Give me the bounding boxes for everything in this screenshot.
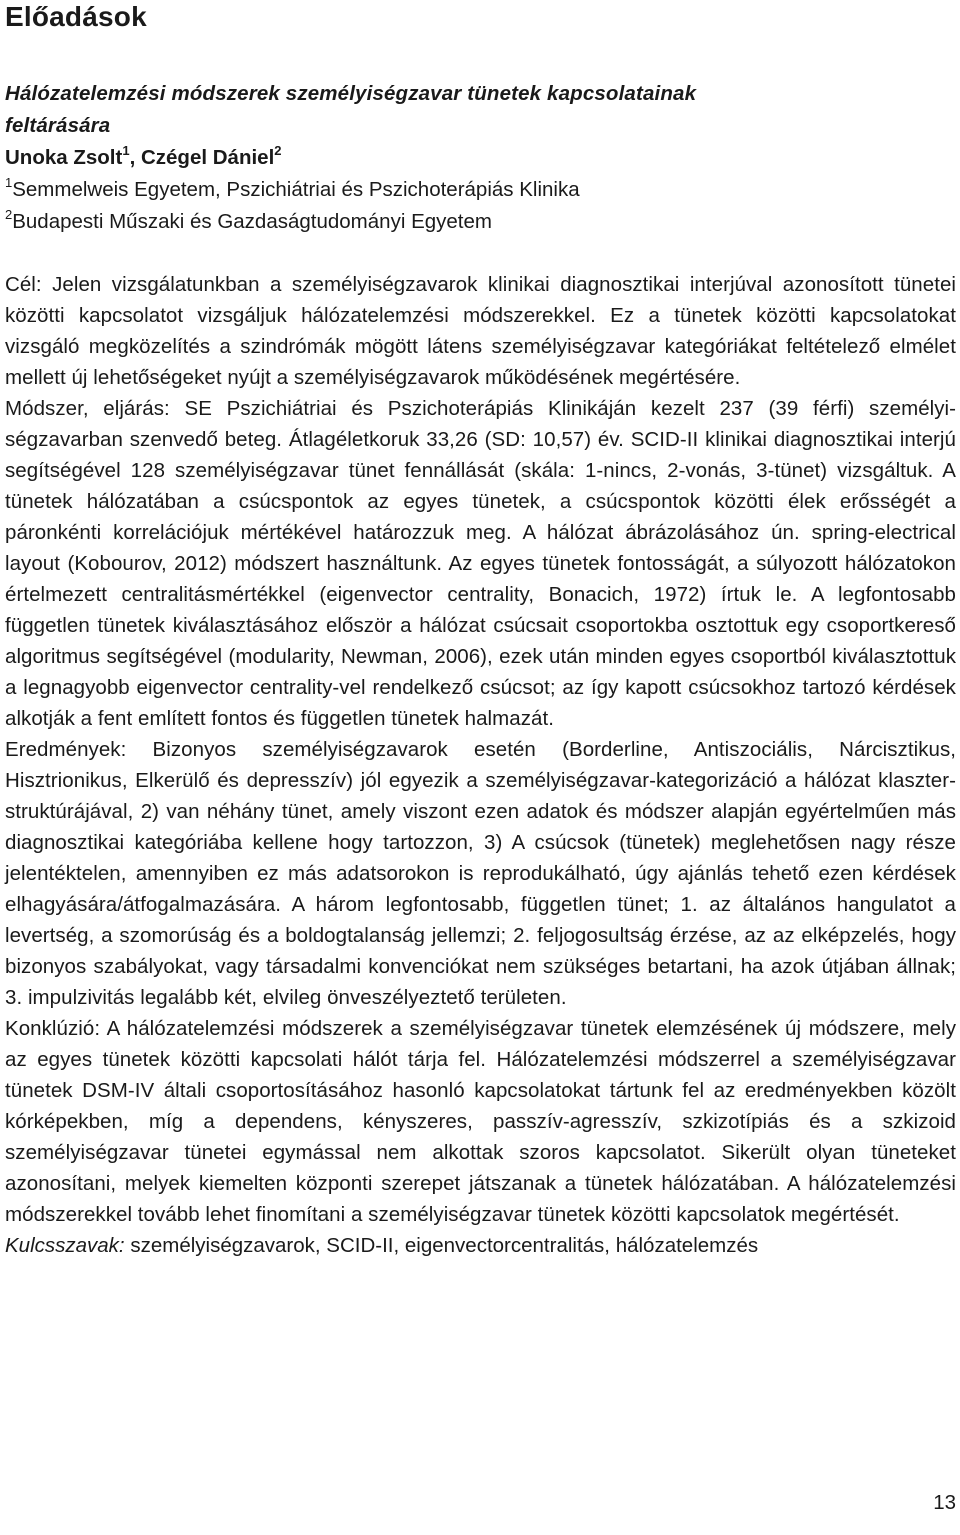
affiliation-marker: 1: [5, 175, 13, 190]
affiliation: [5, 174, 956, 206]
abstract-aim: Cél: Jelen vizsgálatunkban a személyiségzavarok klinikai diagnosztikai interjúval azonosított tünetei közötti kapcsolatot vizsgáljuk hálózatelemzési módszerekkel. Ez a tünetek közötti kapcsolatokat vizsgáló megközelítés a szindrómák mögött látens személyiségzavar kategóriákat feltételező elmélet mellett új lehetőségeket nyújt a személyiségzavarok működésének megértésére.: [5, 273, 956, 389]
abstract-results: Eredmények: Bizonyos személyiségzavarok esetén (Borderline, Antiszociális, Nárcisztikus, Hisztrionikus, Elkerülő és depresszív) jól egyezik a személyiségzavar-kategorizáció a hálózat klaszter-struktúrájával, 2) van néhány tünet, amely viszont ezen adatok és módszer alapján egyértelműen más diagnosztikai kategóriába kellene hogy tartozzon, 3) A csúcsok (tünetek) meglehetősen nagy része jelentéktelen, amennyiben ez más adatsorokon is reprodukálható, úgy ajánlás tehető ezen kérdések elhagyására/átfogalmazására. A három legfontosabb, független tünet; 1. az általános hangulatot a levertség, a szomorúság és a boldogtalanság jellemzi; 2. feljogosultság érzése, az az elképzelés, hogy bizonyos szabályokat, vagy társadalmi konvenciókat nem szükséges betartani, ha azok útjában állnak; 3. impulzivitás legalább két, elvileg önveszélyeztető területen.: [5, 738, 956, 1009]
affiliation: [5, 206, 956, 238]
author-name: Unoka Zsolt: [5, 146, 123, 169]
keywords-label: Kulcsszavak:: [5, 1234, 125, 1257]
abstract-body: [5, 269, 956, 1230]
keywords-text: személyiségzavarok, SCID-II, eigenvectorcentralitás, hálózatelemzés: [124, 1234, 759, 1257]
author-affiliation-marker: 2: [274, 143, 282, 158]
keywords: [5, 1230, 956, 1261]
section-heading: Előadások: [5, 1, 147, 32]
author-list: Unoka Zsolt$^1$, Czégel Dániel$^2$: [5, 143, 282, 169]
abstract-methods: Módszer, eljárás: SE Pszichiátriai és Pszichoterápiás Klinikáján kezelt 237 (39 férfi) személyiségzavarban szenvedő beteg. Átlagéletkoruk 33,26 (SD: 10,57) év. SCID-II klinikai diagnosztikai interjú segítségével 128 személyiségzavar tünet fennállását (skála: 1-nincs, 2-vonás, 3-tünet) vizsgáltuk. A tünetek hálózatában a csúcspontok az egyes tünetek, a csúcspontok közötti élek erősségét a páronkénti korrelációjuk mértékével határozzuk meg. A hálózat ábrázolásához ún. spring-electrical layout (Kobourov, 2012) módszert használtunk. Az egyes tünetek fontosságát, a súlyozott hálózatokon értelmezett centralitásmértékkel (eigenvector centrality, Bonacich, 1972) írtuk le. A legfontosabb független tünetek kiválasztásához először a hálózat csúcsait csoportokba osztottuk egy csoportkereső algoritmus segítségével (modularity, Newman, 2006), ezek után minden egyes csoportból kiválasztottuk a legnagyobb eigenvector centrality-vel rendelkező csúcsot; az így kapott csúcsokhoz tartozó kérdések alkotják a fent említett fontos és független tünetek halmazát.: [5, 397, 956, 730]
author-affiliation-marker: 1: [122, 143, 130, 158]
document-page: [5, 0, 956, 1261]
paper-title: Hálózatelemzési módszerek személyiségzavar tünetek kapcsolatainak feltárására: [5, 82, 697, 137]
author-name: Czégel Dániel: [140, 146, 275, 169]
affiliation-marker: 2: [5, 207, 13, 222]
affiliation-text: Semmelweis Egyetem, Pszichiátriai és Pszichoterápiás Klinika: [12, 178, 580, 201]
page-number: 13: [933, 1491, 956, 1514]
affiliation-text: Budapesti Műszaki és Gazdaságtudományi Egyetem: [12, 210, 492, 233]
abstract-conclusion: Konklúzió: A hálózatelemzési módszerek a személyiségzavar tünetek elemzésének új módszere, mely az egyes tünetek közötti kapcsolati hálót tárja fel. Hálózatelemzési módszerrel a személyiségzavar tünetek DSM-IV általi csoportosításához hasonló kapcsolatokat tártunk fel az eredményekben közölt kórképekben, míg a dependens, kényszeres, passzív-agresszív, szkizotípiás és a szkizoid személyiségzavar tünetei egymással nem alkottak szoros kapcsolatot. Sikerült olyan tüneteket azonosítani, melyek kiemelten központi szerepet játszanak a tünetek hálózatában. A hálózatelemzési módszerekkel tovább lehet finomítani a személyiségzavar tünetek közötti kapcsolatok megértését.: [5, 1017, 956, 1226]
